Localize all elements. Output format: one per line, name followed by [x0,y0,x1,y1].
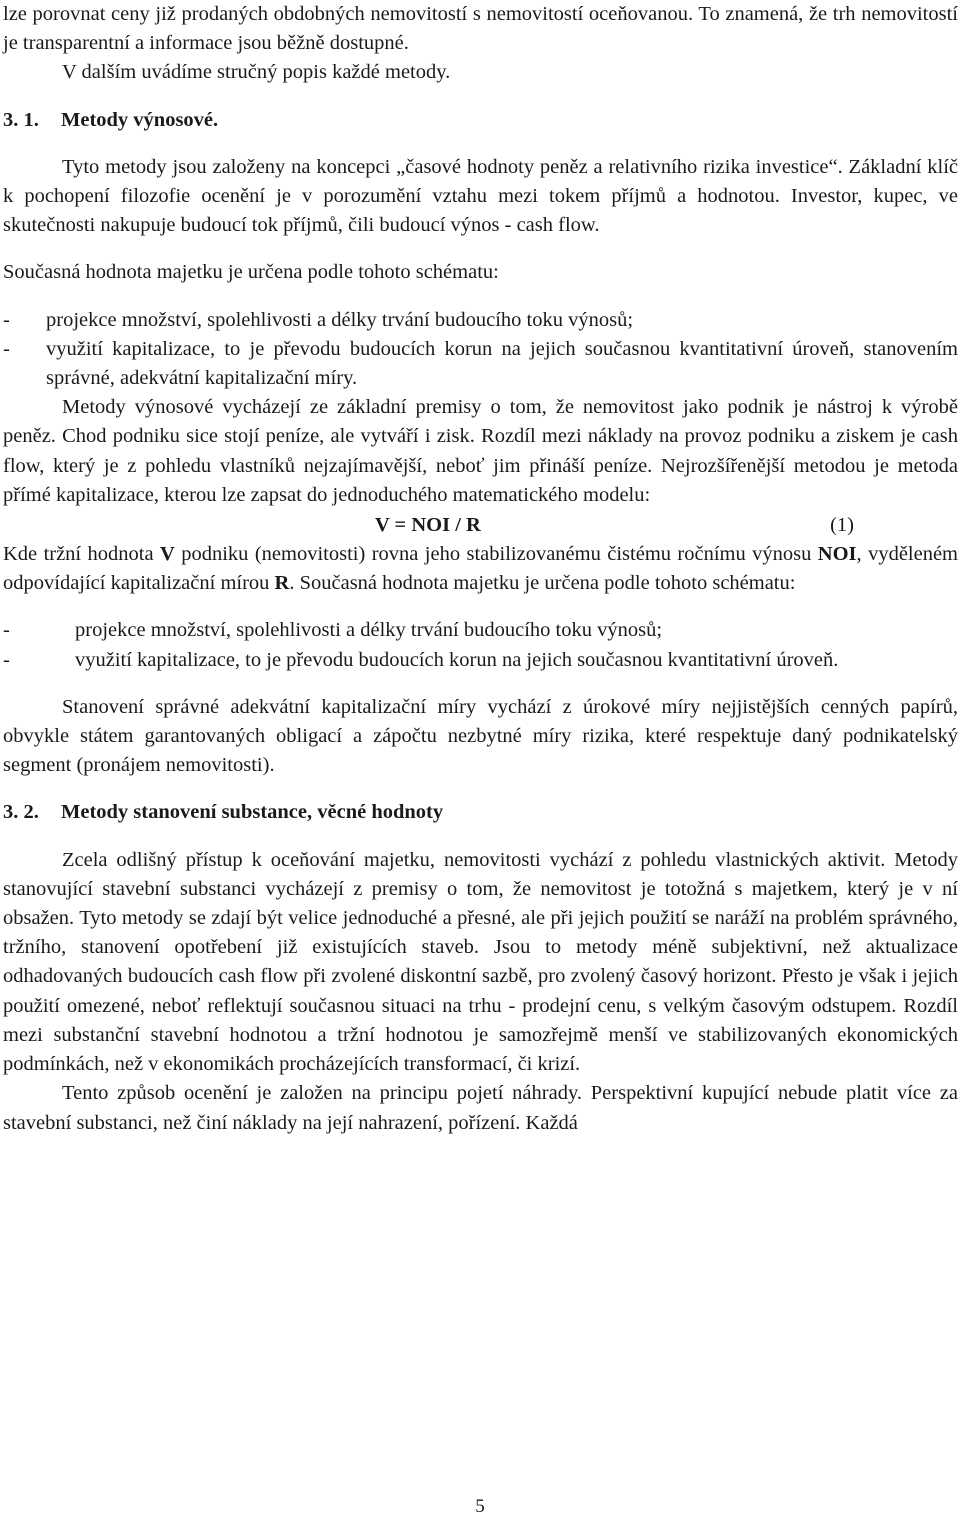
paragraph-substance-2: Tento způsob ocenění je založen na principu pojetí náhrady. Perspektivní kupující nebude platit více za stavební substanci, než činí náklady na její nahrazení, pořízení. Každá [3,1082,958,1134]
page-number: 5 [475,1496,485,1517]
bullet-list-second [3,616,958,674]
list-item [3,306,958,335]
list-item [3,335,958,393]
paragraph-income-1: Tyto metody jsou založeny na koncepci „časové hodnoty peněz a relativního rizika investice“. Základní klíč k pochopení filozofie ocenění je v porozumění vztahu mezi tokem příjmů a hodnotou. Investor, kupec, ve skutečnosti nakupuje budoucí tok příjmů, čili budoucí výnos - cash flow. [3,155,958,237]
section-number: 3. 1. [3,108,39,131]
paragraph-income-2: Současná hodnota majetku je určena podle tohoto schématu: [3,261,499,284]
list-item-text: projekce množství, spolehlivosti a délky trvání budoucího toku výnosů; [75,619,663,642]
section-heading-3-1 [3,106,958,135]
symbol-noi: NOI [817,543,857,566]
list-item-text: projekce množství, spolehlivosti a délky trvání budoucího toku výnosů; [46,308,634,331]
bullet-list-first [3,306,958,394]
paragraph-income-3: Metody výnosové vycházejí ze základní premisy o tom, že nemovitost jako podnik je nástroj k výrobě peněz. Chod podniku sice stojí peníze, ale vytváří i zisk. Rozdíl mezi náklady na provoz podniku a ziskem je cash flow, který je z pohledu vlastníků nejzajímavější, neboť jim přináší peníze. Nejrozšířenější metodou je metoda přímé kapitalizace, kterou lze zapsat do jednoduchého matematického modelu: [3,396,958,506]
symbol-r: R [274,572,290,595]
document-page [3,0,958,1138]
paragraph-intro: lze porovnat ceny již prodaných obdobných nemovitostí s nemovitostí oceňovanou. To znamená, že trh nemovitostí je transparentní a informace jsou běžně dostupné. [3,3,958,55]
list-item [3,616,958,645]
text-span: . Současná hodnota majetku je určena podle tohoto schématu: [289,572,796,595]
list-dash: - [3,308,10,331]
list-item-text: využití kapitalizace, to je převodu budoucích korun na jejich současnou kvantitativní úroveň. [75,648,839,671]
paragraph-cap-rate: Stanovení správné adekvátní kapitalizační míry vychází z úrokové míry nejjistějších cenných papírů, obvykle státem garantovaných obligací a zápočtu nezbytné míry rizika, které respektuje daný podnikatelský segment (pronájem nemovitosti). [3,695,958,777]
equation-number: (1) [830,514,854,537]
section-title: Metody výnosové. [61,108,219,131]
symbol-v: V [160,543,175,566]
list-item [3,646,958,675]
text-span: Kde tržní hodnota [3,543,160,566]
list-dash: - [3,337,10,360]
section-number: 3. 2. [3,801,39,824]
list-dash: - [3,619,10,642]
section-title: Metody stanovení substance, věcné hodnoty [61,801,444,824]
formula-row [3,510,958,540]
text-span: , vyděleném odpovídající kapitalizační mírou [3,543,959,595]
paragraph-where [3,540,958,598]
text-span: podniku (nemovitosti) rovna jeho stabilizovanému čistému ročnímu výnosu [174,543,818,566]
list-dash: - [3,648,10,671]
paragraph-overview: V dalším uvádíme stručný popis každé metody. [62,61,451,84]
section-heading-3-2 [3,798,958,827]
list-item-text: využití kapitalizace, to je převodu budoucích korun na jejich současnou kvantitativní úroveň, stanovením správné, adekvátní kapitalizační míry. [46,337,958,390]
paragraph-substance-1: Zcela odlišný přístup k oceňování majetku, nemovitosti vychází z pohledu vlastnických aktivit. Metody stanovující stavební substanci vycházejí z premisy o tom, že nemovitost je totožná s majetkem, který je v ní obsažen. Tyto metody se zdají být velice jednoduché a přesné, ale při jejich použití se naráží na problém správného, tržního, stanovení opotřebení již existujících staveb. Jsou to metody méně subjektivní, než aktualizace odhadovaných budoucích cash flow při zvolené diskontní sazbě, pro zvolený časový horizont. Přesto je však i jejich použití omezené, neboť reflektují současnou situaci na trhu - prodejní cenu, s velkým časovým odstupem. Rozdíl mezi substanční stavební hodnotou a tržní hodnotou je samozřejmě menší ve stabilizovaných ekonomických podmínkách, než v ekonomikách procházejících transformací, či krizí. [3,848,958,1076]
formula-expression: V = NOI / R [375,514,481,537]
